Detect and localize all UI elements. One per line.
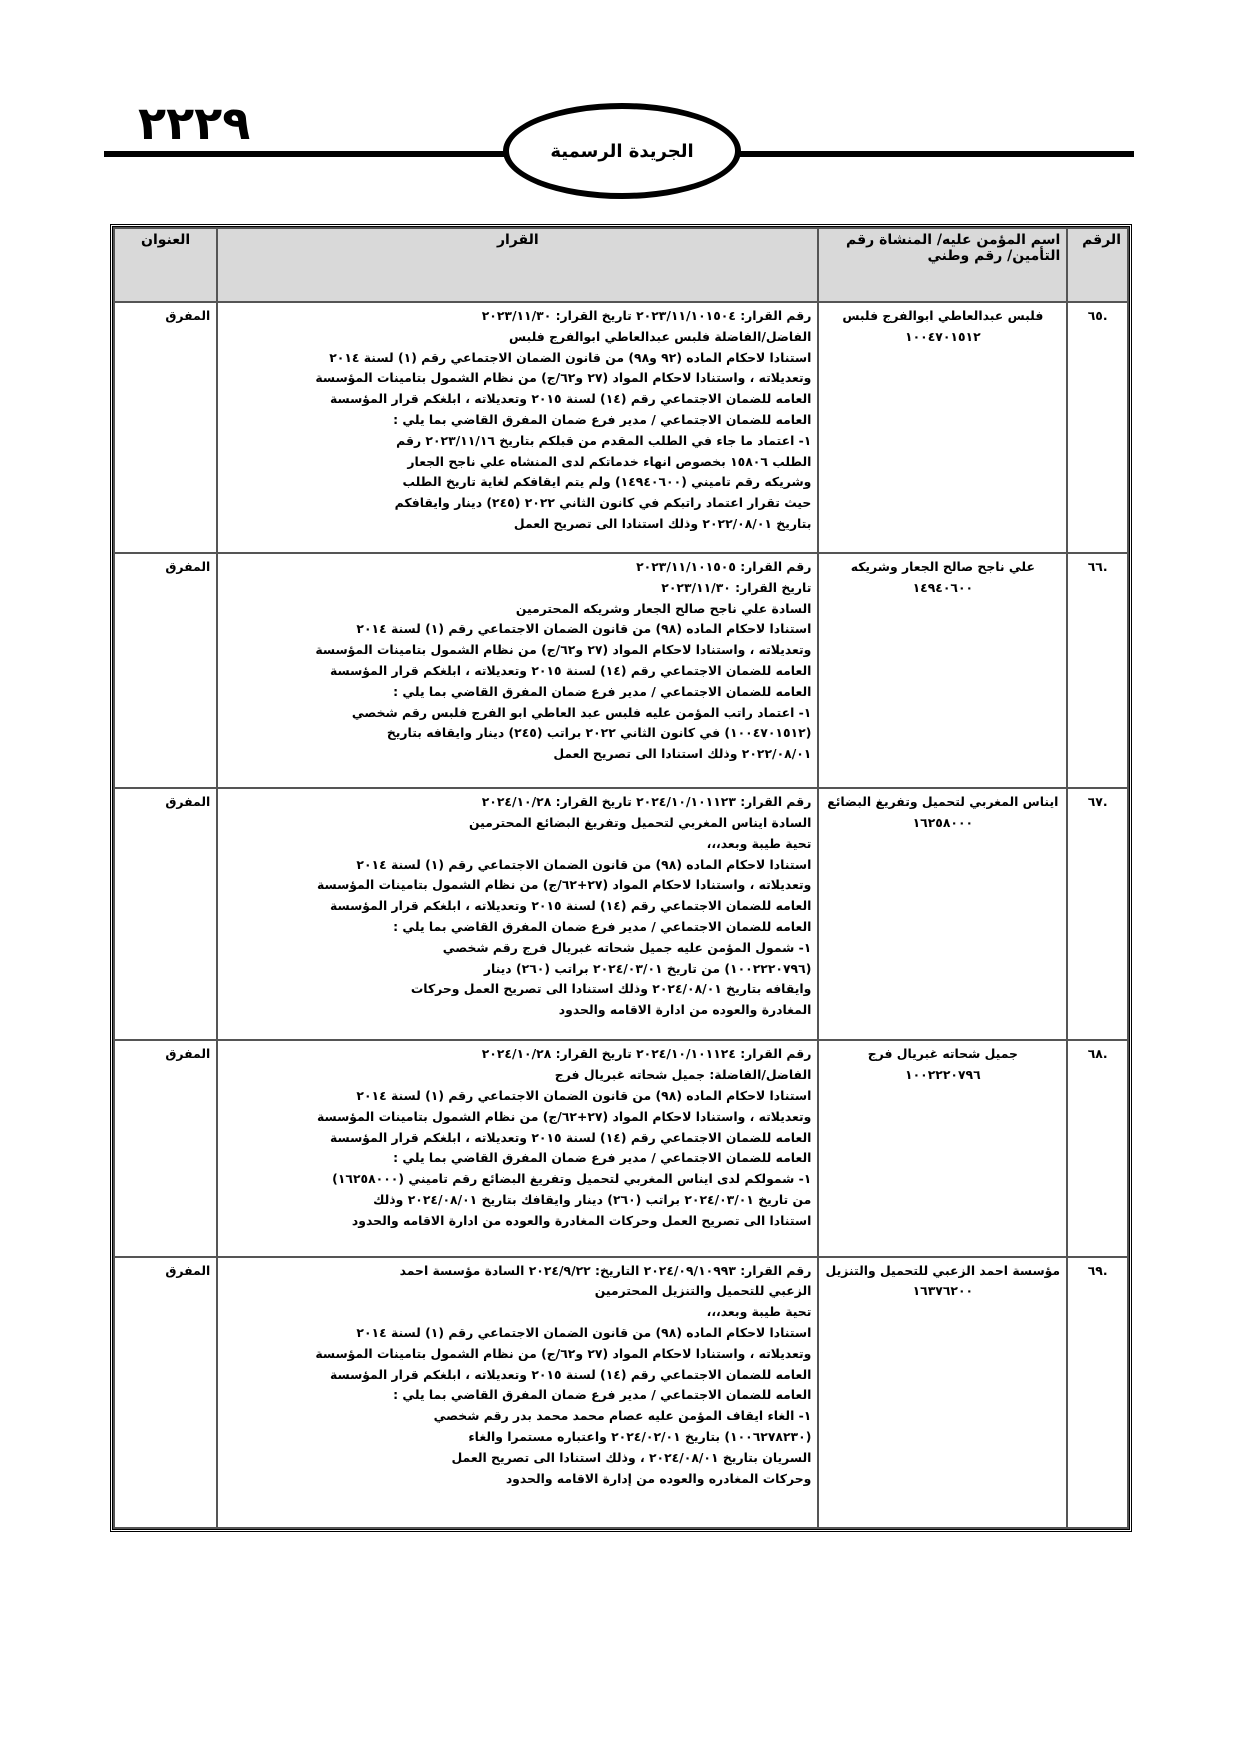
decision-line: تاريخ القرار: ٢٠٢٣/١١/٣٠ (661, 579, 812, 595)
insurance-number: ١٠٠٤٧٠١٥١٢ (905, 328, 981, 344)
decision-line: رقم القرار: ٢٠٢٤/٠٩/١٠٩٩٣ التاريخ: ٢٠٢٤/٩/٢٢ السادة مؤسسة احمد (399, 1262, 812, 1278)
decision-line: الفاضل/الفاضلة: جميل شحاته غبريال فرج (554, 1067, 812, 1083)
decision-line: استنادا الى تصريح العمل وحركات المغادرة والعوده من ادارة الاقامه والحدود (351, 1212, 812, 1228)
decision-line: العامه للضمان الاجتماعي / مدير فرع ضمان المفرق القاضي بما يلي : (393, 918, 812, 934)
insured-name: علي ناجح صالح الجعار وشريكه (850, 558, 1035, 574)
decision-line: وايقافه بتاريخ ٢٠٢٤/٠٨/٠١ وذلك استنادا الى تصريح العمل وحركات (410, 981, 812, 997)
page-number: ٢٢٢٩ (138, 96, 251, 150)
decision-line: وتعديلاته ، واستنادا لاحكام المواد (٢٧+٦٢/ج) من نظام الشمول بتامينات المؤسسة (316, 1108, 812, 1124)
row-number: .٦٩ (1067, 1257, 1128, 1528)
insured-name: جميل شحاته غبريال فرج (867, 1046, 1018, 1062)
decision-line: ٢٠٢٢/٠٨/٠١ وذلك استنادا الى تصريح العمل (553, 746, 812, 762)
decision-line: العامه للضمان الاجتماعي / مدير فرع ضمان المفرق القاضي بما يلي : (393, 683, 812, 699)
insured-name: فلبس عبدالعاطي ابوالفرج فلبس (842, 308, 1044, 323)
decision-line: الطلب ١٥٨٠٦ بخصوص انهاء خدماتكم لدى المنشاه علي ناجح الجعار (407, 453, 812, 469)
header-oval (503, 103, 741, 199)
address: المفرق (114, 1040, 217, 1256)
row-number: .٦٦ (1067, 553, 1128, 788)
decision-line: العامه للضمان الاجتماعي رقم (١٤) لسنة ٢٠١٥ وتعديلاته ، ابلغكم قرار المؤسسة (329, 391, 812, 407)
decision-line: استنادا لاحكام الماده (٩٨) من قانون الضمان الاجتماعي رقم (١) لسنة ٢٠١٤ (356, 1325, 812, 1341)
decision-line: العامه للضمان الاجتماعي رقم (١٤) لسنة ٢٠١٥ وتعديلاته ، ابلغكم قرار المؤسسة (329, 662, 812, 678)
decision-line: العامه للضمان الاجتماعي رقم (١٤) لسنة ٢٠١٥ وتعديلاته ، ابلغكم قرار المؤسسة (329, 898, 812, 914)
table-row (114, 1040, 1128, 1256)
decision-cell (217, 1040, 818, 1256)
table-row (114, 788, 1128, 1040)
decision-line: من تاريخ ٢٠٢٤/٠٣/٠١ براتب (٢٦٠) دينار وايقافك بتاريخ ٢٠٢٤/٠٨/٠١ وذلك (373, 1192, 812, 1208)
decision-line: وتعديلاته ، واستنادا لاحكام المواد (٢٧ و٦٢/ج) من نظام الشمول بتامينات المؤسسة (315, 642, 812, 658)
table-row (114, 553, 1128, 788)
insurance-number: ١٠٠٢٢٢٠٧٩٦ (905, 1067, 981, 1083)
decision-line: رقم القرار: ٢٠٢٤/١٠/١٠١١٢٣ تاريخ القرار: ٢٠٢٤/١٠/٢٨ (481, 794, 812, 810)
insured-name-cell (818, 1040, 1067, 1256)
decision-line: تحية طيبة وبعد،،، (706, 1304, 812, 1320)
decision-cell (217, 302, 818, 553)
row-number: .٦٥ (1067, 302, 1128, 553)
decision-line: (١٠٠٦٢٧٨٢٣٠) بتاريخ ٢٠٢٤/٠٢/٠١ واعتباره مستمرا والغاء (468, 1429, 812, 1445)
decision-line: وتعديلاته ، واستنادا لاحكام المواد (٢٧+٦٢/ج) من نظام الشمول بتامينات المؤسسة (316, 877, 812, 893)
header-address: العنوان (114, 228, 217, 302)
decision-cell (217, 788, 818, 1040)
header-number: الرقم (1067, 228, 1128, 302)
decision-line: ١- اعتماد ما جاء في الطلب المقدم من قبلكم بتاريخ ٢٠٢٣/١١/١٦ رقم (396, 432, 812, 448)
insured-name-cell (818, 1257, 1067, 1528)
insured-name-cell (818, 788, 1067, 1040)
address: المفرق (114, 1257, 217, 1528)
decision-line: المغادرة والعوده من ادارة الاقامه والحدود (558, 1002, 812, 1018)
decision-line: العامه للضمان الاجتماعي / مدير فرع ضمان المفرق القاضي بما يلي : (393, 1150, 812, 1166)
decision-line: وحركات المغادره والعوده من إدارة الاقامه والحدود (505, 1470, 812, 1486)
insured-name: ايناس المغربي لتحميل وتفريغ البضائع (827, 794, 1059, 810)
insured-name: مؤسسة احمد الزعبي للتحميل والتنزيل (825, 1262, 1061, 1278)
decision-line: بتاريخ ٢٠٢٢/٠٨/٠١ وذلك استنادا الى تصريح العمل (513, 515, 812, 531)
decision-line: العامه للضمان الاجتماعي رقم (١٤) لسنة ٢٠١٥ وتعديلاته ، ابلغكم قرار المؤسسة (329, 1366, 812, 1382)
header-title: الجريدة الرسمية (550, 140, 694, 162)
decision-line: وشريكه رقم تاميني (١٤٩٤٠٦٠٠) ولم يتم ايقافكم لغاية تاريخ الطلب (402, 474, 812, 490)
decision-cell (217, 1257, 818, 1528)
insurance-number: ١٦٣٧٦٢٠٠ (912, 1283, 974, 1299)
decision-line: السادة علي ناجح صالح الجعار وشريكه المحترمين (515, 600, 812, 616)
decision-line: (١٠٠٤٧٠١٥١٢) في كانون الثاني ٢٠٢٢ براتب (٢٤٥) دينار وايقافه بتاريخ (386, 725, 812, 741)
decision-line: وتعديلاته ، واستنادا لاحكام المواد (٢٧ و٦٢/ج) من نظام الشمول بتامينات المؤسسة (315, 1345, 812, 1361)
decision-line: السريان بتاريخ ٢٠٢٤/٠٨/٠١ ، وذلك استنادا الى تصريح العمل (451, 1449, 812, 1465)
insurance-number: ١٤٩٤٠٦٠٠ (912, 579, 974, 595)
decision-line: رقم القرار: ٢٠٢٣/١١/١٠١٥٠٤ تاريخ القرار: ٢٠٢٣/١١/٣٠ (481, 308, 812, 323)
decision-line: حيث تقرار اعتماد راتبكم في كانون الثاني ٢٠٢٢ (٢٤٥) دينار وايقافكم (394, 495, 812, 511)
decision-line: رقم القرار: ٢٠٢٤/١٠/١٠١١٢٤ تاريخ القرار: ٢٠٢٤/١٠/٢٨ (481, 1046, 812, 1062)
header-decision: القرار (217, 228, 818, 302)
decision-line: ١- شمول المؤمن عليه جميل شحاته غبريال فرج رقم شخصي (442, 939, 812, 955)
decision-line: العامه للضمان الاجتماعي رقم (١٤) لسنة ٢٠١٥ وتعديلاته ، ابلغكم قرار المؤسسة (329, 1129, 812, 1145)
decision-line: تحية طيبة وبعد،،، (706, 835, 812, 851)
decision-line: العامه للضمان الاجتماعي / مدير فرع ضمان المفرق القاضي بما يلي : (393, 411, 812, 427)
decisions-table (110, 224, 1132, 1532)
decision-line: وتعديلاته ، واستنادا لاحكام المواد (٢٧ و٦٢/ج) من نظام الشمول بتامينات المؤسسة (315, 370, 812, 386)
table-row (114, 1257, 1128, 1528)
decision-line: الزعبي للتحميل والتنزيل المحترمين (594, 1283, 812, 1299)
decision-line: استنادا لاحكام الماده (٩٨) من قانون الضمان الاجتماعي رقم (١) لسنة ٢٠١٤ (356, 1088, 812, 1104)
address: المفرق (114, 788, 217, 1040)
decision-line: (١٠٠٢٢٢٠٧٩٦) من تاريخ ٢٠٢٤/٠٣/٠١ براتب (٢٦٠) دينار (483, 960, 812, 976)
header-name: اسم المؤمن عليه/ المنشاة رقم التأمين/ رقم وطني (818, 228, 1067, 302)
decision-line: استنادا لاحكام الماده (٩٨) من قانون الضمان الاجتماعي رقم (١) لسنة ٢٠١٤ (356, 621, 812, 637)
decision-line: رقم القرار: ٢٠٢٣/١١/١٠١٥٠٥ (636, 558, 812, 574)
decision-line: ١- اعتماد راتب المؤمن عليه فلبس عبد العاطي ابو الفرج فلبس رقم شخصي (351, 704, 812, 720)
table-header-row (114, 228, 1128, 302)
table-row (114, 302, 1128, 553)
address: المفرق (114, 302, 217, 553)
decision-line: استنادا لاحكام الماده (٩٢ و٩٨) من قانون الضمان الاجتماعي رقم (١) لسنة ٢٠١٤ (329, 349, 812, 365)
insured-name-cell (818, 302, 1067, 553)
decision-line: الفاضل/الفاضلة فلبس عبدالعاطي ابوالفرج فلبس (509, 328, 812, 344)
decision-cell (217, 553, 818, 788)
address: المفرق (114, 553, 217, 788)
row-number: .٦٨ (1067, 1040, 1128, 1256)
insurance-number: ١٦٢٥٨٠٠٠ (912, 815, 974, 830)
insured-name-cell (818, 553, 1067, 788)
decision-line: استنادا لاحكام الماده (٩٨) من قانون الضمان الاجتماعي رقم (١) لسنة ٢٠١٤ (356, 856, 812, 872)
decision-line: السادة ايناس المغربي لتحميل وتفريغ البضائع المحترمين (468, 815, 812, 830)
decision-line: ١- شمولكم لدى ايناس المغربي لتحميل وتفريغ البضائع رقم تاميني (١٦٢٥٨٠٠٠) (332, 1171, 812, 1187)
decision-line: العامه للضمان الاجتماعي / مدير فرع ضمان المفرق القاضي بما يلي : (393, 1387, 812, 1403)
decision-line: ١- الغاء ايقاف المؤمن عليه عصام محمد محمد بدر رقم شخصي (433, 1408, 812, 1424)
row-number: .٦٧ (1067, 788, 1128, 1040)
